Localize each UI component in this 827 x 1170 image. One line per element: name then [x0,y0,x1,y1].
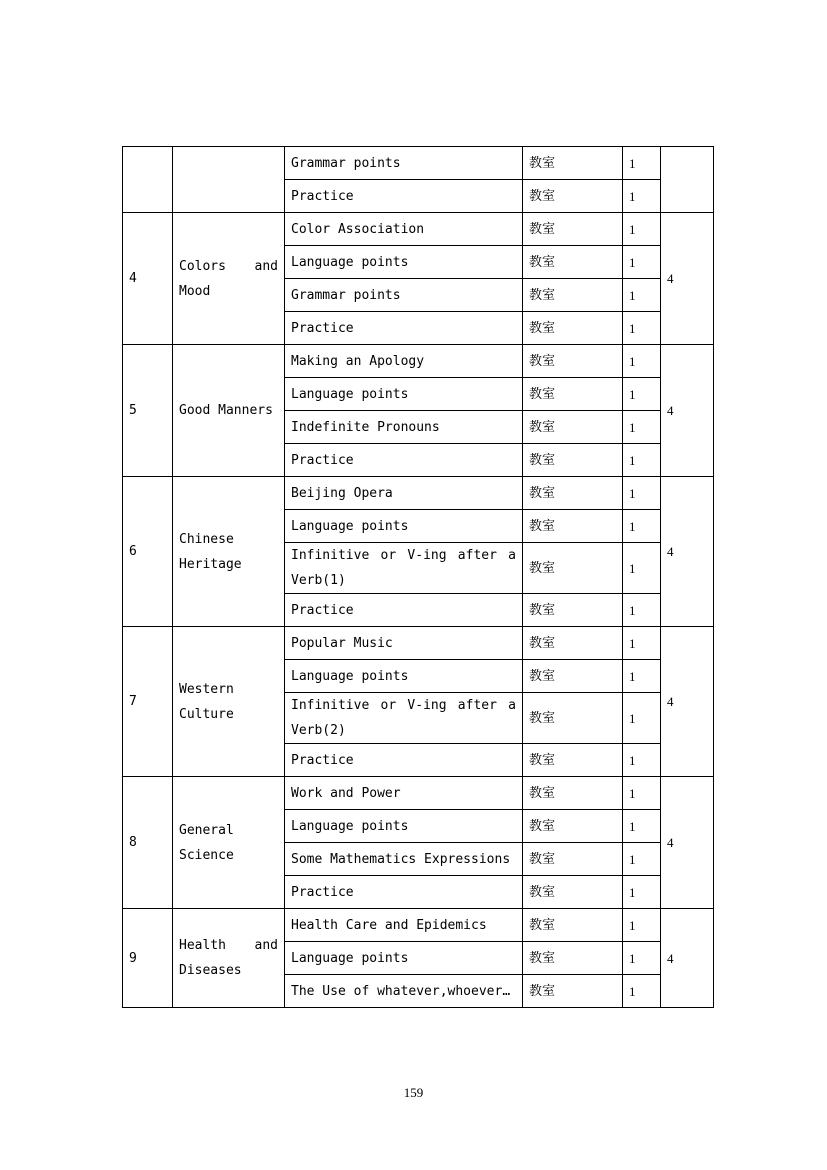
lesson-hours-cell: 1 [623,693,661,744]
unit-number-cell: 8 [123,777,173,909]
lesson-location-cell: 教室 [523,510,623,543]
table-row [123,627,714,660]
unit-name-cell [173,909,285,1008]
lesson-hours-cell: 1 [623,378,661,411]
unit-total-hours-cell: 4 [661,777,714,909]
table-row [123,345,714,378]
unit-number-cell [123,147,173,213]
page-number: 159 [403,1085,424,1100]
unit-number-cell: 6 [123,477,173,627]
lesson-topic-cell: Practice [285,594,523,627]
lesson-topic-cell: Practice [285,876,523,909]
lesson-location-cell: 教室 [523,942,623,975]
lesson-location-cell: 教室 [523,246,623,279]
lesson-topic-cell: Language points [285,810,523,843]
unit-total-hours-cell: 4 [661,909,714,1008]
lesson-hours-cell: 1 [623,843,661,876]
lesson-hours-cell: 1 [623,279,661,312]
lesson-location-cell: 教室 [523,345,623,378]
lesson-hours-cell: 1 [623,777,661,810]
lesson-hours-cell: 1 [623,213,661,246]
lesson-location-cell: 教室 [523,876,623,909]
text-line: Infinitive or V-ing after a [291,548,516,563]
lesson-hours-cell: 1 [623,246,661,279]
unit-number-cell: 7 [123,627,173,777]
course-schedule-table [122,146,714,1008]
lesson-topic-cell: Work and Power [285,777,523,810]
lesson-hours-cell: 1 [623,810,661,843]
unit-total-hours-cell: 4 [661,213,714,345]
lesson-hours-cell: 1 [623,345,661,378]
lesson-location-cell: 教室 [523,543,623,594]
lesson-hours-cell: 1 [623,627,661,660]
lesson-hours-cell: 1 [623,744,661,777]
lesson-topic-cell: Beijing Opera [285,477,523,510]
lesson-location-cell: 教室 [523,279,623,312]
lesson-topic-cell: Practice [285,180,523,213]
lesson-location-cell: 教室 [523,909,623,942]
lesson-topic-cell: Practice [285,744,523,777]
lesson-location-cell: 教室 [523,411,623,444]
lesson-location-cell: 教室 [523,180,623,213]
text-line: Verb(2) [291,723,346,738]
lesson-topic-cell: Language points [285,660,523,693]
lesson-location-cell: 教室 [523,594,623,627]
lesson-topic-cell: Practice [285,312,523,345]
lesson-location-cell: 教室 [523,660,623,693]
lesson-topic-cell: Language points [285,378,523,411]
text-line: Heritage [179,556,242,572]
lesson-location-cell: 教室 [523,843,623,876]
unit-number-cell: 9 [123,909,173,1008]
table-row [123,777,714,810]
lesson-hours-cell: 1 [623,180,661,213]
lesson-topic-cell: Color Association [285,213,523,246]
unit-name-cell [173,777,285,909]
table-row [123,909,714,942]
schedule-body [123,147,714,1008]
lesson-hours-cell: 1 [623,444,661,477]
unit-name-cell [173,627,285,777]
lesson-hours-cell: 1 [623,312,661,345]
lesson-topic-cell [285,693,523,744]
lesson-hours-cell: 1 [623,510,661,543]
text-line: Infinitive or V-ing after a [291,698,516,713]
unit-total-hours-cell: 4 [661,627,714,777]
lesson-location-cell: 教室 [523,444,623,477]
lesson-location-cell: 教室 [523,744,623,777]
lesson-hours-cell: 1 [623,147,661,180]
lesson-hours-cell: 1 [623,543,661,594]
text-line: Chinese [179,531,234,547]
unit-name-cell [173,213,285,345]
lesson-topic-cell: Some Mathematics Expressions [285,843,523,876]
lesson-location-cell: 教室 [523,477,623,510]
table-row [123,213,714,246]
lesson-topic-cell: The Use of whatever,whoever… [285,975,523,1008]
lesson-hours-cell: 1 [623,594,661,627]
unit-total-hours-cell [661,147,714,213]
lesson-location-cell: 教室 [523,213,623,246]
lesson-hours-cell: 1 [623,942,661,975]
unit-number-cell: 4 [123,213,173,345]
lesson-location-cell: 教室 [523,627,623,660]
lesson-topic-cell: Health Care and Epidemics [285,909,523,942]
unit-total-hours-cell: 4 [661,477,714,627]
lesson-hours-cell: 1 [623,477,661,510]
text-line: General [179,822,234,838]
lesson-hours-cell: 1 [623,975,661,1008]
lesson-topic-cell: Language points [285,942,523,975]
table-row [123,147,714,180]
lesson-location-cell: 教室 [523,312,623,345]
lesson-hours-cell: 1 [623,876,661,909]
lesson-location-cell: 教室 [523,147,623,180]
lesson-location-cell: 教室 [523,693,623,744]
lesson-location-cell: 教室 [523,975,623,1008]
text-line: Science [179,847,234,863]
lesson-topic-cell: Popular Music [285,627,523,660]
table-row [123,477,714,510]
lesson-location-cell: 教室 [523,378,623,411]
lesson-topic-cell: Indefinite Pronouns [285,411,523,444]
text-line: Culture [179,706,234,722]
lesson-topic-cell: Making an Apology [285,345,523,378]
lesson-topic-cell: Grammar points [285,147,523,180]
unit-name-cell [173,477,285,627]
lesson-location-cell: 教室 [523,810,623,843]
lesson-hours-cell: 1 [623,909,661,942]
lesson-topic-cell [285,543,523,594]
unit-number-cell: 5 [123,345,173,477]
unit-total-hours-cell: 4 [661,345,714,477]
unit-name-cell [173,345,285,477]
lesson-location-cell: 教室 [523,777,623,810]
lesson-topic-cell: Grammar points [285,279,523,312]
lesson-topic-cell: Language points [285,510,523,543]
lesson-hours-cell: 1 [623,660,661,693]
text-line: Diseases [179,963,242,978]
lesson-hours-cell: 1 [623,411,661,444]
text-line: Good Manners [179,403,273,418]
lesson-topic-cell: Language points [285,246,523,279]
lesson-topic-cell: Practice [285,444,523,477]
text-line: Health and [179,938,278,953]
text-line: Mood [179,283,211,299]
unit-name-cell [173,147,285,213]
text-line: Colors and [179,258,278,274]
text-line: Western [179,681,234,697]
text-line: Verb(1) [291,573,346,588]
